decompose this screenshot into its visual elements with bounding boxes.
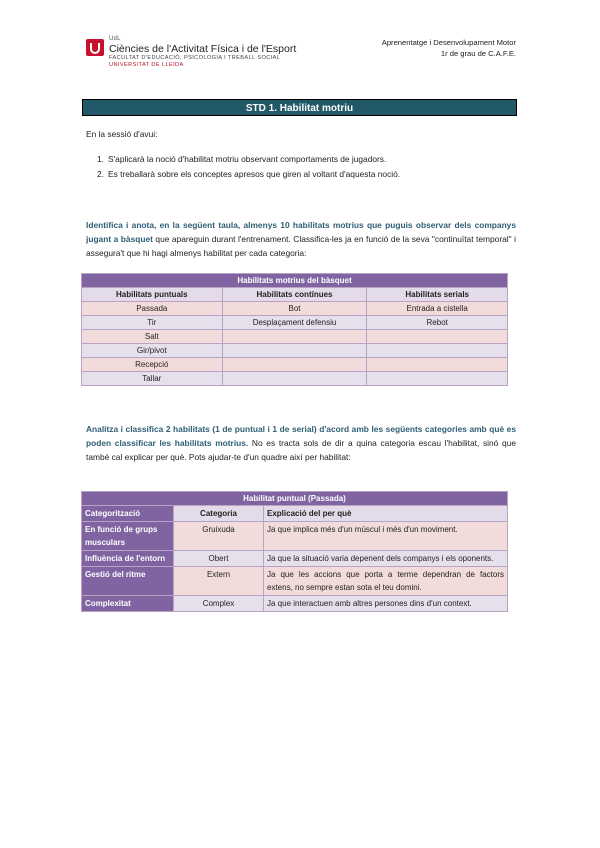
- table-row: [82, 344, 508, 358]
- table-cell: Ja que la situació varia depenent dels companys i els oponents.: [264, 551, 508, 567]
- table-cell: Ja que interactuen amb altres persones dins d'un context.: [264, 596, 508, 612]
- classification-table: [81, 491, 508, 612]
- table-row: [82, 372, 508, 386]
- header-explanation: Explicació del per què: [264, 506, 508, 522]
- faculty-line: FACULTAT D'EDUCACIÓ, PSICOLOGIA I TREBALL SOCIAL: [109, 55, 281, 61]
- intro-text: En la sessió d'avui:: [86, 129, 158, 139]
- header-category: Categoria: [174, 506, 264, 522]
- table-cell: Salt: [82, 330, 223, 344]
- table-cell: [222, 330, 367, 344]
- list-item: [86, 152, 400, 167]
- task-2-text: No es tracta sols de dir a quina categoria escau l'habilitat, sinó que també cal explicar per què. Pots ajudar-te d'un quadre així per habilitat:: [86, 438, 516, 462]
- table-cell: Extern: [174, 567, 264, 596]
- university-line: UNIVERSITAT DE LLEIDA: [109, 62, 184, 68]
- table-cell: [222, 372, 367, 386]
- table-row: [82, 358, 508, 372]
- table-cell: Recepció: [82, 358, 223, 372]
- table-cell: Entrada a cistella: [367, 302, 508, 316]
- table-cell: Passada: [82, 302, 223, 316]
- table-row: [82, 316, 508, 330]
- row-header: Gestió del ritme: [82, 567, 174, 596]
- task-1-highlight: Identifica i anota, en la següent taula, almenys 10 habilitats motrius que puguis observar dels companys jugant a bàsquet: [86, 220, 516, 244]
- table-row: [82, 551, 508, 567]
- header-continuous: Habilitats contínues: [222, 288, 367, 302]
- table-row: [82, 522, 508, 551]
- list-item-number: 1.: [97, 154, 104, 164]
- header-categorization: Categorització: [82, 506, 174, 522]
- table-cell: [367, 330, 508, 344]
- row-header: Influència de l'entorn: [82, 551, 174, 567]
- table-cell: [222, 344, 367, 358]
- table-cell: [367, 372, 508, 386]
- skills-table: [81, 273, 508, 386]
- list-item-number: 2.: [97, 169, 104, 179]
- institution-block: [109, 36, 296, 69]
- table-cell: Bot: [222, 302, 367, 316]
- table-cell: Gir/pivot: [82, 344, 223, 358]
- task-2-highlight: Analitza i classifica 2 habilitats (1 de puntual i 1 de serial) d'acord amb les següents categories amb què es poden classificar les habilitats motrius.: [86, 424, 516, 448]
- table-cell: Obert: [174, 551, 264, 567]
- task-1-instructions: [86, 218, 516, 260]
- page-title: STD 1. Habilitat motriu: [82, 99, 517, 116]
- table-cell: Tallar: [82, 372, 223, 386]
- table-row: [82, 596, 508, 612]
- table-cell: Ja que implica més d'un múscul i més d'un moviment.: [264, 522, 508, 551]
- table-cell: Rebot: [367, 316, 508, 330]
- table-caption: Habilitats motrius del bàsquet: [82, 274, 508, 288]
- table-cell: Complex: [174, 596, 264, 612]
- row-header: En funció de grups musculars: [82, 522, 174, 551]
- udl-logo-icon: [86, 39, 104, 56]
- header-punctual: Habilitats puntuals: [82, 288, 223, 302]
- table-row: [82, 567, 508, 596]
- table-cell: Desplaçament defensiu: [222, 316, 367, 330]
- steps-list: [86, 152, 400, 182]
- table-caption: Habilitat puntual (Passada): [82, 492, 508, 506]
- table-header-row: [82, 288, 508, 302]
- table-row: [82, 330, 508, 344]
- table-cell: [367, 344, 508, 358]
- course-line-2: 1r de grau de C.A.F.E.: [440, 49, 516, 58]
- course-info: [382, 37, 516, 59]
- task-2-instructions: [86, 422, 516, 464]
- table-row: [82, 302, 508, 316]
- table-cell: [367, 358, 508, 372]
- table-cell: Tir: [82, 316, 223, 330]
- task-1-text: que apareguin durant l'entrenament. Classifica-les ja en funció de la seva "continuïtat temporal" i assegura't que hi hagi almenys habilitat per cada categoria:: [86, 234, 516, 258]
- header-serial: Habilitats serials: [367, 288, 508, 302]
- table-cell: Gruixuda: [174, 522, 264, 551]
- list-item: [86, 167, 400, 182]
- table-header-row: [82, 506, 508, 522]
- table-cell: [222, 358, 367, 372]
- course-line-1: Aprenentatge i Desenvolupament Motor: [381, 38, 516, 47]
- institution-name: Ciències de l'Activitat Física i de l'Esport: [109, 43, 297, 55]
- list-item-text: S'aplicarà la noció d'habilitat motriu observant comportaments de jugadors.: [108, 154, 387, 164]
- row-header: Complexitat: [82, 596, 174, 612]
- university-short: UdL: [109, 36, 121, 42]
- list-item-text: Es treballarà sobre els conceptes apresos que giren al voltant d'aquesta noció.: [108, 169, 401, 179]
- page-header: [86, 36, 516, 76]
- table-cell: Ja que les accions que porta a terme dependran de factors extens, no sempre estan sota el teu domini.: [264, 567, 508, 596]
